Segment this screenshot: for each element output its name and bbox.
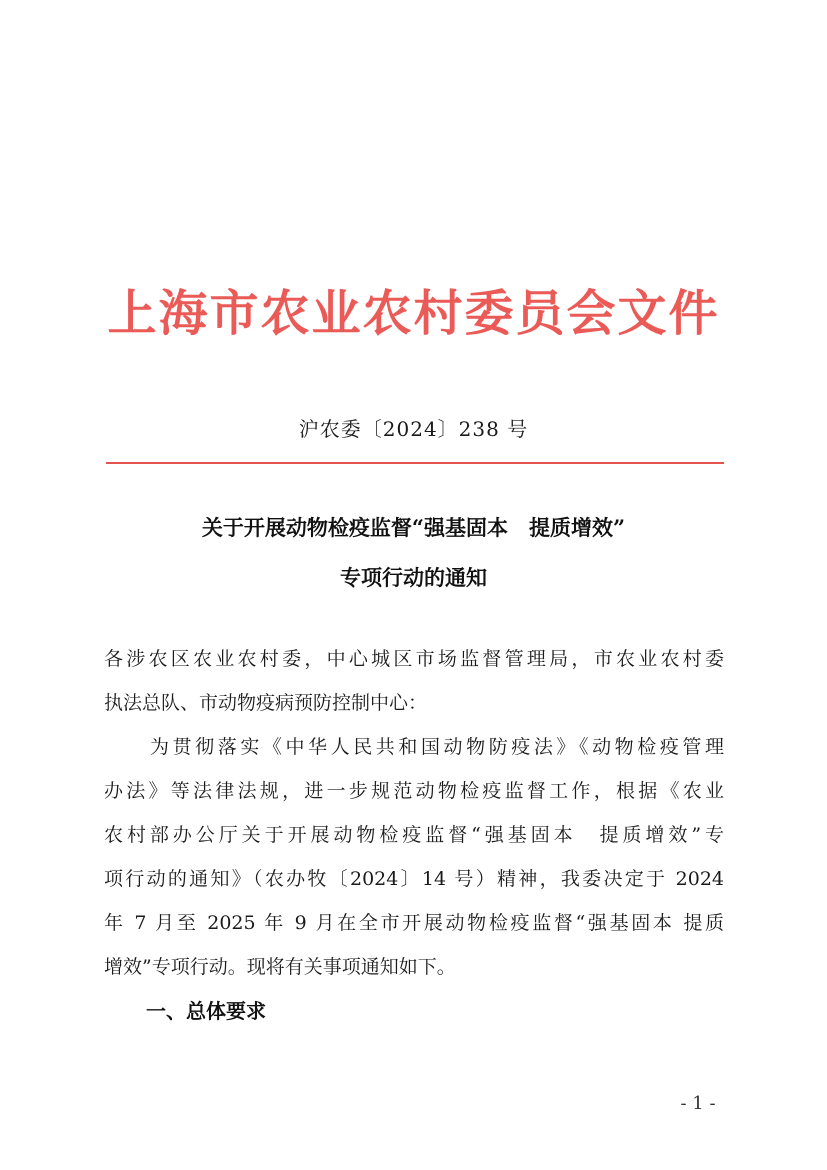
red-divider-line [106,462,724,464]
body-line-8: 增效”专项行动。现将有关事项通知如下。 [104,956,456,978]
body-line-6: 项行动的通知》（农办牧〔2024〕14 号）精神，我委决定于 2024 [104,868,724,890]
body-line-1: 各涉农区农业农村委，中心城区市场监督管理局，市农业农村委 [104,648,724,670]
body-line-3: 为贯彻落实《中华人民共和国动物防疫法》《动物检疫管理 [150,736,724,758]
body-line-4: 办法》等法律法规，进一步规范动物检疫监督工作，根据《农业 [104,780,724,802]
masthead-title: 上海市农业农村委员会文件 [107,284,720,342]
notice-title-line-1: 关于开展动物检疫监督“强基固本 提质增效” [201,515,626,540]
page-number: - 1 - [680,1093,716,1114]
body-line-2: 执法总队、市动物疫病预防控制中心： [104,692,428,714]
notice-title-line-2: 专项行动的通知 [340,565,487,590]
document-number: 沪农委〔2024〕238 号 [298,417,529,441]
body-line-5: 农村部办公厅关于开展动物检疫监督“强基固本 提质增效”专 [104,824,724,846]
section-heading: 一、总体要求 [146,999,266,1023]
body-line-7: 年 7 月至 2025 年 9 月在全市开展动物检疫监督“强基固本 提质 [104,912,724,934]
